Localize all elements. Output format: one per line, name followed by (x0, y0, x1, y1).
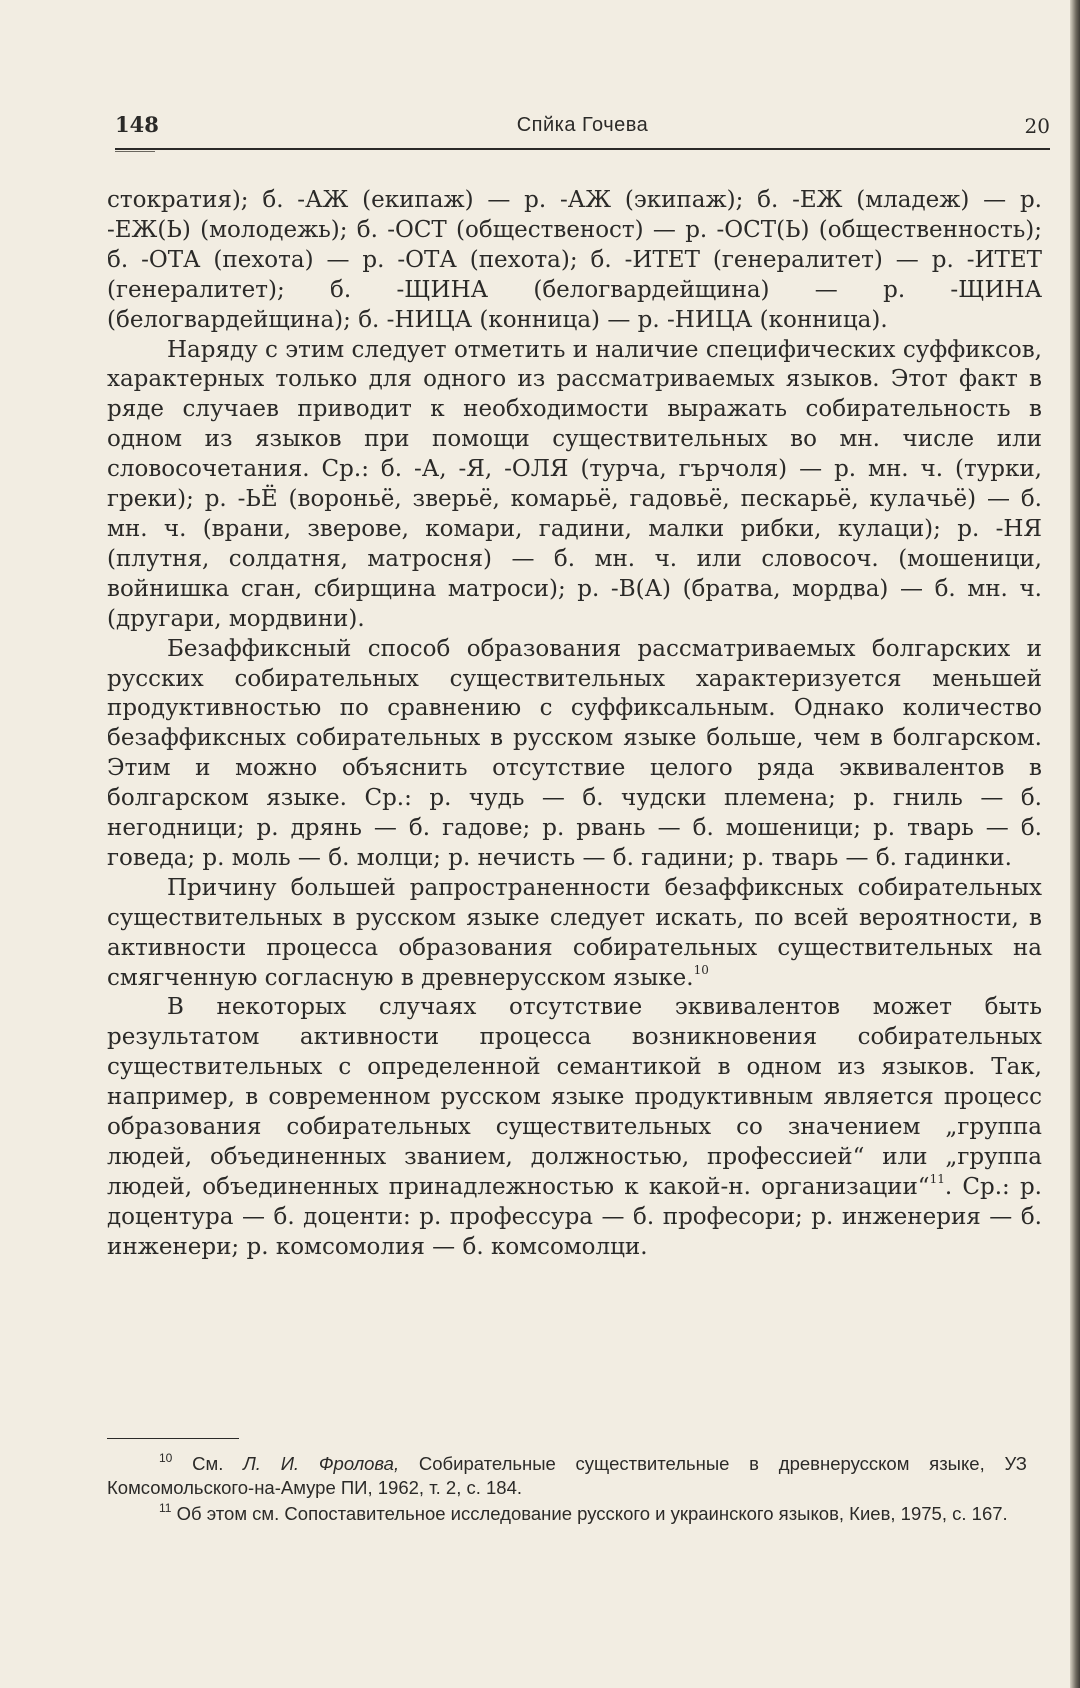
paragraph-reason-text: Причину большей рапространенности безаффиксных собирательных существительных в русском языке следует искать, по всей вероятности, в активности процесса образования собирательных существительных на смягченную согласную в древнерусском языке. (107, 874, 1042, 991)
paragraph-semantics-continuation: . Ср.: р. доцентура — б. доценти: р. профессура — б. професори; р. инженерия — б. инженери; р. комсомолия — б. комсомолци. (107, 1173, 1042, 1260)
paragraph-suffix-list: стократия); б. -АЖ (екипаж) — р. -АЖ (экипаж); б. -ЕЖ (младеж) — р. -ЕЖ(Ь) (молодежь); б. -ОСТ (общественост) — р. -ОСТ(Ь) (общественность); б. -ОТА (пехота) — р. -ОТА (пехота); б. -ИТЕТ (генералитет) — р. -ИТЕТ (генералитет); б. -ЩИНА (белогвардейщина) — р. -ЩИНА (белогвардейщина); б. -НИЦА (конница) — р. -НИЦА (конница). (107, 187, 1042, 333)
note-ref-10[interactable]: 10 (693, 962, 709, 977)
footnote-text: Собирательные существительные в древнерусском языке, УЗ Комсомольского-на-Амуре ПИ, 1962, т. 2, с. 184. (107, 1453, 1027, 1498)
page-header (115, 108, 1050, 144)
footnote-author: Л. И. Фролова, (243, 1453, 400, 1474)
footnote-prefix: См. (192, 1453, 224, 1474)
paragraph-reason (107, 874, 1042, 994)
paragraph-semantics (107, 993, 1042, 1262)
section-number: 20 (1024, 114, 1050, 138)
running-title: Спйка Гочева (516, 114, 649, 136)
footnote-number: 10 (159, 1451, 173, 1465)
book-spine-shadow (1070, 0, 1080, 1688)
footnote-10 (107, 1452, 1027, 1500)
footnote-rule (107, 1438, 239, 1439)
note-ref-11[interactable]: 11 (929, 1171, 945, 1186)
page-number: 148 (115, 112, 159, 137)
footnote-number: 11 (159, 1501, 172, 1515)
paragraph-semantics-text: В некоторых случаях отсутствие эквивалентов может быть результатом активности процесса возникновения собирательных существительных с определенной семантикой в одном из языков. Так, например, в современном русском языке продуктивным является процесс образования собирательных существительных со значением „группа людей, объединенных званием, должностью, профессией“ или „группа людей, объединенных принадлежностью к какой-н. организации“ (107, 994, 1042, 1200)
paragraph-specific-suffixes: Наряду с этим следует отметить и наличие специфических суффиксов, характерных только для одного из рассматриваемых языков. Этот факт в ряде случаев приводит к необходимости выражать собирательность в одном из языков при помощи существительных во мн. числе или словосочетания. Ср.: б. -А, -Я, -ОЛЯ (турча, гърчоля) — р. мн. ч. (турки, греки); р. -ЬЁ (вороньё, зверьё, комарьё, гадовьё, пескарьё, кулачьё) — б. мн. ч. (врани, зверове, комари, гадини, малки рибки, кулаци); р. -НЯ (плутня, солдатня, матросня) — б. мн. ч. или словосоч. (мошеници, войнишка сган, сбирщина матроси); р. -В(А) (братва, мордва) — б. мн. ч. (другари, мордвини). (107, 336, 1042, 632)
header-rule (115, 148, 1050, 150)
footnote-text: Об этом см. Сопоставительное исследование русского и украинского языков, Киев, 1975, с. 167. (176, 1503, 1008, 1524)
paragraph-affixless: Безаффиксный способ образования рассматриваемых болгарских и русских собирательных существительных характеризуется меньшей продуктивностью по сравнению с суффиксальным. Однако количество безаффиксных собирательных в русском языке больше, чем в болгарском. Этим и можно объяснить отсутствие целого ряда эквивалентов в болгарском языке. Ср.: р. чудь — б. чудски племена; р. гниль — б. негодници; р. дрянь — б. гадове; р. рвань — б. мошеници; р. тварь — б. говеда; р. моль — б. молци; р. нечисть — б. гадини; р. тварь — б. гадинки. (107, 635, 1042, 871)
footnote-11 (107, 1502, 1027, 1526)
header-rule-tick (115, 151, 155, 152)
footnotes (107, 1452, 1027, 1528)
body-text (107, 186, 1042, 1263)
